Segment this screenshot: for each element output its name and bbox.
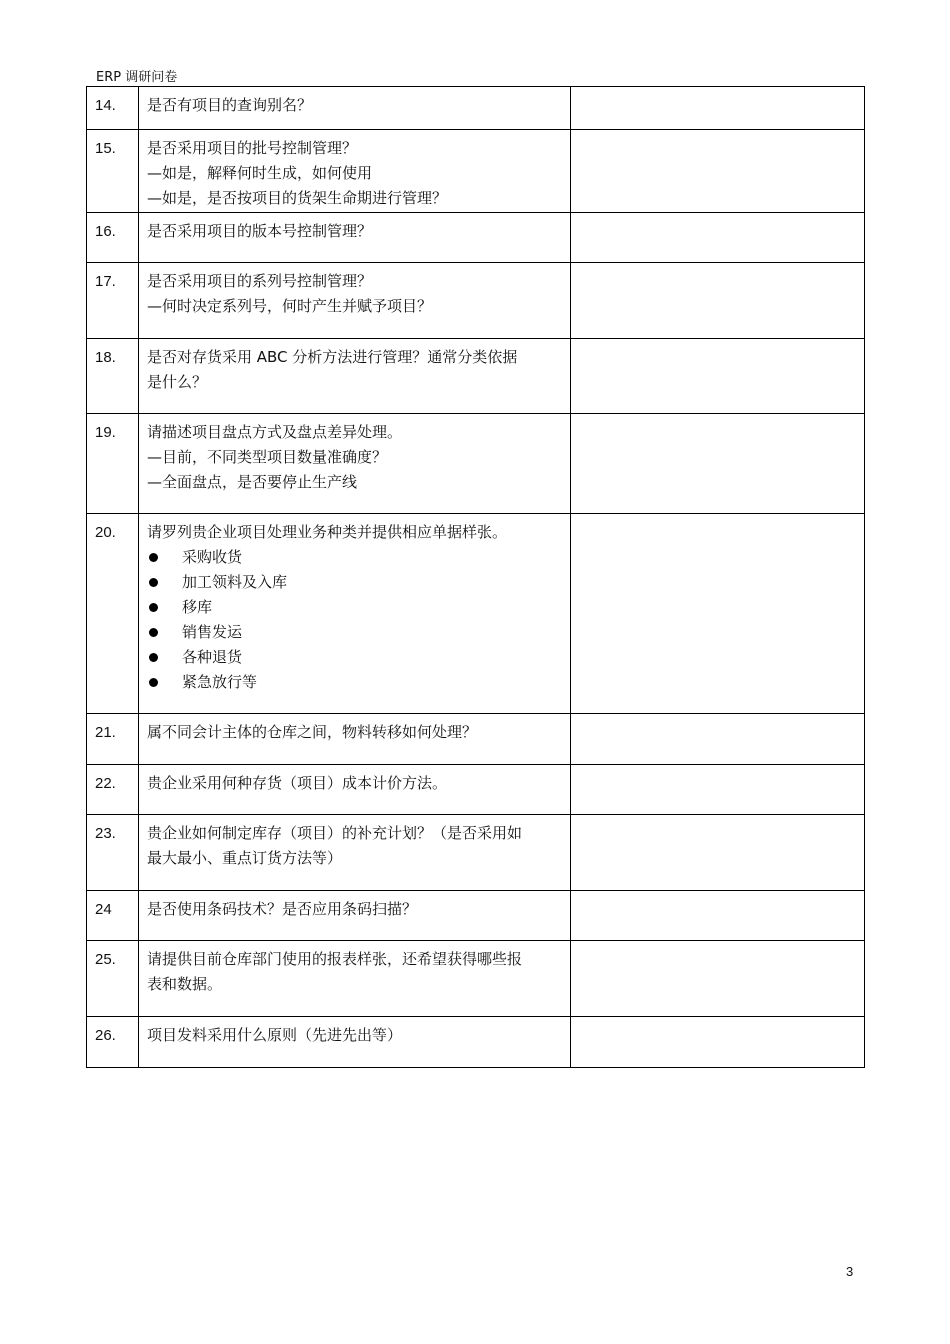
answer-cell[interactable]: [571, 263, 865, 339]
question-line: 是否有项目的查询别名？: [147, 96, 313, 114]
question-number: 25.: [87, 941, 139, 1017]
table-row: [87, 941, 865, 1017]
question-number: 19.: [87, 414, 139, 514]
bullet-text: 移库: [182, 598, 213, 616]
question-line: 是否采用项目的版本号控制管理？: [147, 222, 373, 240]
question-line: 表和数据。: [147, 975, 223, 993]
question-text: [139, 1017, 571, 1068]
table-row: [87, 130, 865, 213]
table-row: [87, 87, 865, 130]
table-row: [87, 514, 865, 714]
answer-cell[interactable]: [571, 130, 865, 213]
question-text: [139, 891, 571, 941]
table-row: [87, 815, 865, 891]
bullet-dot-icon: [149, 578, 158, 587]
question-line: 请提供目前仓库部门使用的报表样张，还希望获得哪些报: [147, 950, 523, 968]
question-number: 20.: [87, 514, 139, 714]
bullet-item: [147, 570, 562, 595]
question-number: 24: [87, 891, 139, 941]
bullet-dot-icon: [149, 603, 158, 612]
question-text: [139, 414, 571, 514]
table-row: [87, 714, 865, 765]
question-line: 贵企业采用何种存货（项目）成本计价方法。: [147, 774, 448, 792]
question-line: 最大最小、重点订货方法等）: [147, 849, 343, 867]
question-text: [139, 339, 571, 414]
answer-cell[interactable]: [571, 414, 865, 514]
question-line: —全面盘点，是否要停止生产线: [147, 473, 358, 491]
answer-cell[interactable]: [571, 213, 865, 263]
table-row: [87, 213, 865, 263]
bullet-dot-icon: [149, 553, 158, 562]
answer-cell[interactable]: [571, 714, 865, 765]
question-line: —目前，不同类型项目数量准确度？: [147, 448, 388, 466]
question-text: [139, 514, 571, 714]
bullet-dot-icon: [149, 628, 158, 637]
bullet-text: 紧急放行等: [182, 673, 258, 691]
question-text: [139, 815, 571, 891]
bullet-item: [147, 670, 562, 695]
question-line: —如是，解释何时生成，如何使用: [147, 164, 373, 182]
answer-cell[interactable]: [571, 815, 865, 891]
bullet-item: [147, 620, 562, 645]
question-text: [139, 941, 571, 1017]
question-text: [139, 87, 571, 130]
bullet-text: 各种退货: [182, 648, 243, 666]
table-row: [87, 1017, 865, 1068]
question-line: 是否采用项目的系列号控制管理？: [147, 272, 373, 290]
question-number: 16.: [87, 213, 139, 263]
question-line: 是什么？: [147, 373, 208, 391]
questionnaire-table: [86, 86, 865, 1068]
answer-cell[interactable]: [571, 1017, 865, 1068]
question-text: [139, 714, 571, 765]
answer-cell[interactable]: [571, 87, 865, 130]
table-row: [87, 263, 865, 339]
question-number: 21.: [87, 714, 139, 765]
question-text: [139, 213, 571, 263]
bullet-item: [147, 595, 562, 620]
question-number: 17.: [87, 263, 139, 339]
bullet-text: 加工领料及入库: [182, 573, 288, 591]
answer-cell[interactable]: [571, 765, 865, 815]
answer-cell[interactable]: [571, 514, 865, 714]
question-line: 请罗列贵企业项目处理业务种类并提供相应单据样张。: [147, 523, 508, 541]
table-row: [87, 765, 865, 815]
question-line: —何时决定系列号，何时产生并赋予项目？: [147, 297, 433, 315]
bullet-text: 采购收货: [182, 548, 243, 566]
bullet-item: [147, 645, 562, 670]
question-line: 项目发料采用什么原则（先进先出等）: [147, 1026, 403, 1044]
bullet-text: 销售发运: [182, 623, 243, 641]
table-row: [87, 339, 865, 414]
question-line: 是否对存货采用 ABC 分析方法进行管理？通常分类依据: [147, 348, 518, 366]
question-number: 14.: [87, 87, 139, 130]
question-line: 是否采用项目的批号控制管理？: [147, 139, 358, 157]
question-text: [139, 130, 571, 213]
document-header: ERP 调研问卷: [96, 70, 178, 85]
bullet-item: [147, 545, 562, 570]
question-line: 属不同会计主体的仓库之间，物料转移如何处理？: [147, 723, 478, 741]
bullet-dot-icon: [149, 653, 158, 662]
answer-cell[interactable]: [571, 941, 865, 1017]
table-row: [87, 414, 865, 514]
question-line: 是否使用条码技术？是否应用条码扫描？: [147, 900, 418, 918]
question-line: 贵企业如何制定库存（项目）的补充计划？（是否采用如: [147, 824, 523, 842]
table-row: [87, 891, 865, 941]
question-number: 18.: [87, 339, 139, 414]
question-text: [139, 765, 571, 815]
answer-cell[interactable]: [571, 891, 865, 941]
question-number: 22.: [87, 765, 139, 815]
question-text: [139, 263, 571, 339]
answer-cell[interactable]: [571, 339, 865, 414]
page-number: 3: [846, 1264, 854, 1279]
question-number: 23.: [87, 815, 139, 891]
question-line: 请描述项目盘点方式及盘点差异处理。: [147, 423, 403, 441]
bullet-dot-icon: [149, 678, 158, 687]
question-number: 15.: [87, 130, 139, 213]
question-number: 26.: [87, 1017, 139, 1068]
question-line: —如是，是否按项目的货架生命期进行管理？: [147, 189, 448, 207]
